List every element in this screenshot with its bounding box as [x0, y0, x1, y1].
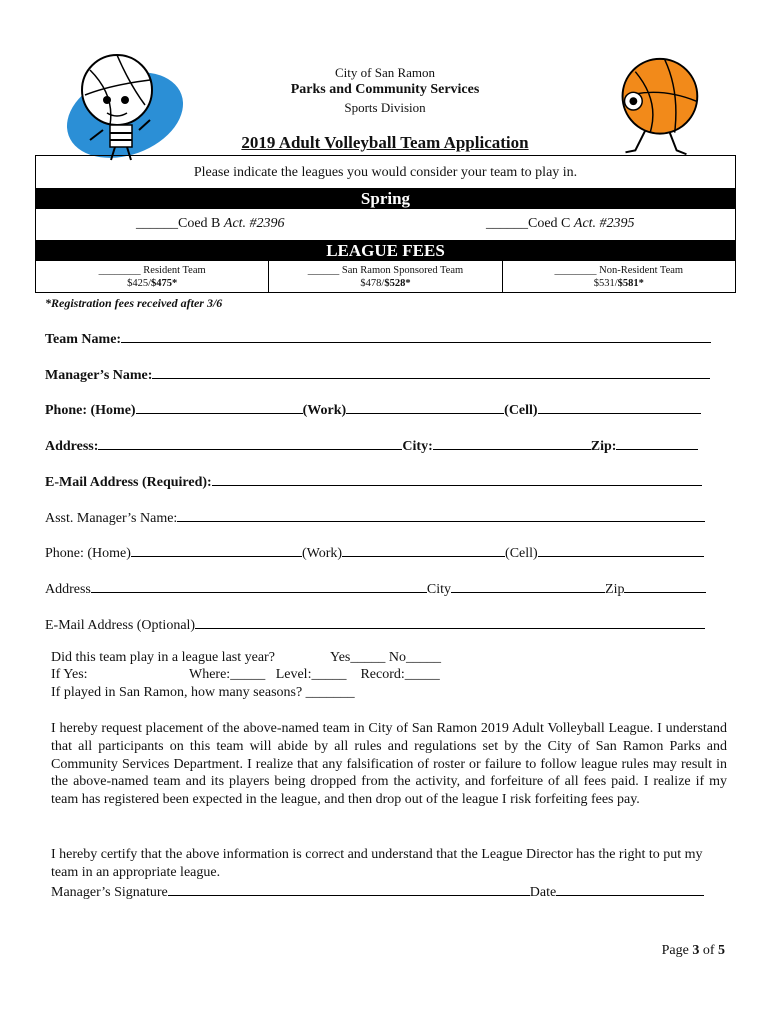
- league-option-coed-c[interactable]: [486, 216, 635, 232]
- signature-field[interactable]: [168, 881, 530, 896]
- fee-late-price: $475*: [151, 278, 178, 289]
- home-phone-field[interactable]: [136, 399, 303, 414]
- fee-label: San Ramon Sponsored Team: [339, 265, 464, 276]
- manager-name-label: Manager’s Name:: [45, 368, 153, 383]
- fee-price: $531/: [593, 278, 618, 289]
- league-name: Coed B: [178, 216, 224, 231]
- date-field[interactable]: [556, 881, 704, 896]
- yes-option[interactable]: Yes_____: [330, 650, 386, 665]
- no-option[interactable]: No_____: [388, 650, 441, 665]
- email-required-label: E-Mail Address (Required):: [45, 475, 212, 490]
- history-if-yes: [51, 667, 88, 683]
- team-name-label: Team Name:: [45, 332, 122, 347]
- asst-work-phone-field[interactable]: [342, 542, 505, 557]
- work-phone-field[interactable]: [346, 399, 504, 414]
- asst-manager-row: [45, 507, 705, 527]
- page-total: 5: [718, 943, 725, 958]
- league-blank: ______: [486, 216, 528, 231]
- email-optional-label: E-Mail Address (Optional): [45, 618, 196, 633]
- fee-blank: ________: [554, 265, 597, 276]
- asst-address-row: [45, 578, 706, 598]
- asst-city-label: City: [426, 582, 452, 597]
- league-option-coed-b[interactable]: [136, 216, 285, 232]
- fee-resident[interactable]: [36, 261, 268, 292]
- division-name: Sports Division: [344, 100, 426, 115]
- history-q1: [51, 650, 275, 666]
- signature-label: Manager’s Signature: [51, 885, 168, 900]
- cell-phone-label: (Cell): [504, 403, 538, 418]
- seasons-field[interactable]: If played in San Ramon, how many seasons? _______: [51, 685, 355, 700]
- level-field[interactable]: Level:_____: [275, 667, 347, 682]
- asst-phone-row: [45, 542, 704, 562]
- record-field[interactable]: Record:_____: [360, 667, 440, 682]
- phone-row: [45, 399, 701, 419]
- fee-label: Non-Resident Team: [596, 265, 684, 276]
- asst-manager-label: Asst. Manager’s Name:: [45, 511, 178, 526]
- fee-late-price: $528*: [384, 278, 411, 289]
- fee-note: *Registration fees received after 3/6: [45, 296, 223, 310]
- home-phone-label: Phone: (Home): [45, 403, 136, 418]
- work-phone-label: (Work): [302, 403, 347, 418]
- fees-header: LEAGUE FEES: [36, 240, 735, 261]
- department-name: Parks and Community Services: [290, 82, 480, 97]
- intro-text: Please indicate the leagues you would consider your team to play in.: [193, 165, 578, 180]
- league-blank: ______: [136, 216, 178, 231]
- fee-sponsored[interactable]: [268, 261, 501, 292]
- page-current: 3: [692, 943, 700, 958]
- zip-field[interactable]: [616, 435, 698, 450]
- asst-work-phone-label: (Work): [301, 546, 343, 561]
- where-field[interactable]: Where:_____: [189, 667, 266, 682]
- page-of: of: [699, 943, 718, 958]
- if-yes-label: If Yes:: [51, 667, 88, 682]
- asst-cell-phone-label: (Cell): [505, 546, 538, 561]
- team-name-row: [45, 328, 711, 348]
- asst-home-phone-field[interactable]: [131, 542, 302, 557]
- fee-price: $478/: [360, 278, 385, 289]
- page-title: 2019 Adult Volleyball Team Application: [241, 133, 529, 152]
- city-name: City of San Ramon: [334, 65, 436, 80]
- manager-name-field[interactable]: [152, 364, 710, 379]
- history-q2[interactable]: [51, 685, 355, 701]
- asst-manager-field[interactable]: [177, 507, 705, 522]
- date-label: Date: [529, 885, 557, 900]
- manager-name-row: [45, 364, 710, 384]
- signature-row: [51, 881, 704, 901]
- address-field[interactable]: [98, 435, 402, 450]
- asst-zip-label: Zip: [605, 582, 625, 597]
- fees-row: [36, 261, 735, 292]
- fee-late-price: $581*: [617, 278, 644, 289]
- address-row: [45, 435, 698, 455]
- history-yes-no[interactable]: [330, 650, 441, 666]
- asst-address-field[interactable]: [91, 578, 427, 593]
- team-name-field[interactable]: [121, 328, 711, 343]
- fee-blank: ______: [307, 265, 340, 276]
- city-field[interactable]: [433, 435, 591, 450]
- fee-blank: ________: [98, 265, 141, 276]
- asst-zip-field[interactable]: [624, 578, 706, 593]
- history-details[interactable]: [189, 667, 440, 683]
- season-header: Spring: [36, 188, 735, 209]
- agreement-paragraph: I hereby request placement of the above-named team in City of San Ramon 2019 Adult Volleyball League. I understand that all participants on this team will abide by all rules and regulations set by the City of San Ramon Parks and Community Services Department. I realize that any falsification of roster or failure to follow league rules may result in the above-named team and its players being dropped from the activity, and forfeiture of all fees paid. I realize if my team has registered been expected in the league, and then drop out of the league I risk forfeiting fees pay.: [51, 721, 727, 808]
- league-act: Act. #2395: [573, 216, 635, 231]
- email-required-row: [45, 471, 702, 491]
- email-optional-field[interactable]: [195, 614, 705, 629]
- certify-paragraph: I hereby certify that the above information is correct and understand that the League Director has the right to put my team in an appropriate league.: [51, 847, 703, 880]
- fee-label: Resident Team: [140, 265, 206, 276]
- asst-address-label: Address: [45, 582, 91, 597]
- cell-phone-field[interactable]: [538, 399, 701, 414]
- history-q1-label: Did this team play in a league last year?: [51, 650, 275, 665]
- league-selection-table: [35, 155, 736, 293]
- asst-city-field[interactable]: [451, 578, 605, 593]
- page-number: [662, 943, 725, 959]
- city-label: City:: [402, 439, 433, 454]
- league-name: Coed C: [528, 216, 574, 231]
- email-required-field[interactable]: [212, 471, 702, 486]
- page-prefix: Page: [661, 943, 693, 958]
- fee-non-resident[interactable]: [502, 261, 735, 292]
- zip-label: Zip:: [590, 439, 617, 454]
- asst-home-phone-label: Phone: (Home): [45, 546, 131, 561]
- fee-price: $425/: [127, 278, 151, 289]
- asst-cell-phone-field[interactable]: [538, 542, 704, 557]
- email-optional-row: [45, 614, 705, 634]
- address-label: Address:: [45, 439, 99, 454]
- league-act: Act. #2396: [223, 216, 285, 231]
